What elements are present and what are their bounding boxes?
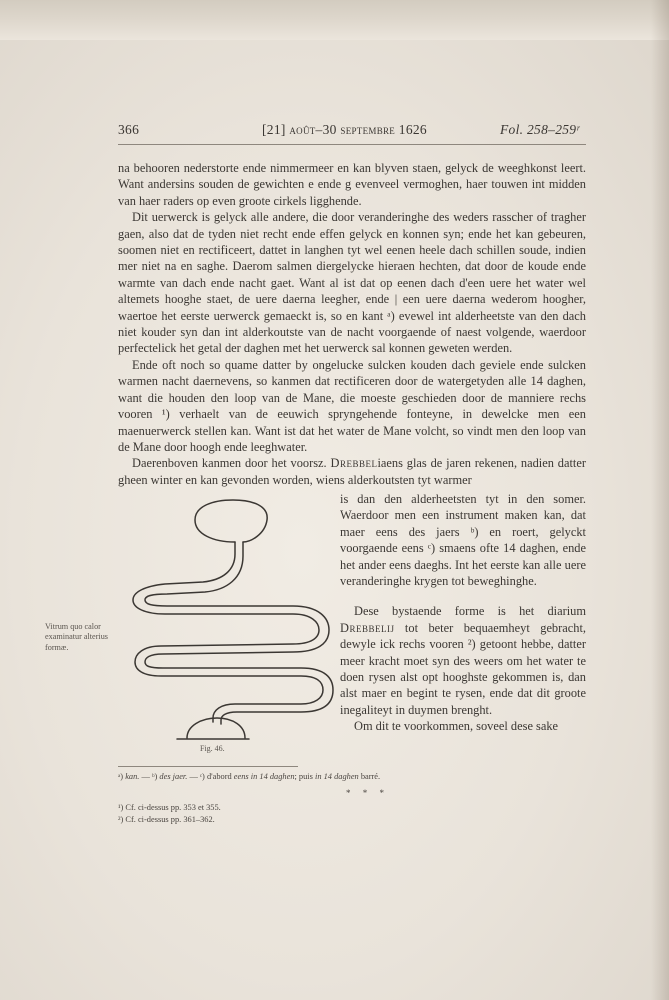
footnote-rule bbox=[118, 766, 298, 767]
paragraph-4 bbox=[118, 455, 586, 488]
paragraph-4-continued: is dan den alderheetsten tyt in den somer. Waerdoor men een instrument maken kan, dat maer eens des jaers ᵇ) en roert, gelyckt voorgaende eens ᶜ) smaens ofte 14 daghen, ende het ander eens daeghs. Int het eerste kan alle uere veranderinghe krygen tot beweghinghe. bbox=[340, 492, 586, 589]
paragraph-4-start: Daerenboven kanmen door het voorsz. bbox=[132, 456, 331, 471]
paragraph-3: Ende oft noch so quame datter by ongelucke sulcken kouden dach geviele ende sulcken warmen nacht daernevens, so kanmen dat rectificeren door de watergetyden alle 14 daghen, want die houden den loop van de Mane, die moeste geschieden door de manniere rechs vooren ¹) verhaelt van de eeuwich spryngehende fonteyne, in dewelcke men een maenuerwerck stellen kan. Want ist dat het water de Mane volcht, so vindt men den loop van de Mane door hoogh ende leeghwater. bbox=[118, 357, 586, 454]
footnote-2: ²) Cf. ci-dessus pp. 361–362. bbox=[118, 815, 215, 824]
paragraph-6: Om dit te voorkommen, soveel dese sake bbox=[354, 719, 559, 734]
apparatus-c-mid: ; puis bbox=[294, 772, 315, 781]
apparatus-a: kan. bbox=[125, 772, 140, 781]
page-number: 366 bbox=[118, 122, 140, 137]
thermometer-bulb bbox=[195, 500, 267, 542]
header-rule bbox=[118, 144, 586, 145]
right-column-block bbox=[340, 491, 586, 735]
margin-note: Vitrum quo calor examinatur alterius formæ. bbox=[45, 622, 108, 652]
apparatus-c-end: barré. bbox=[358, 772, 381, 781]
running-header-date: [21] août–30 septembre 1626 bbox=[262, 122, 427, 137]
apparatus-c-replaced: in 14 daghen bbox=[315, 772, 359, 781]
fig-46-drebbel-thermometer bbox=[125, 498, 340, 744]
apparatus-c-prefix: d'abord bbox=[206, 772, 234, 781]
thermometer-tube-outer bbox=[133, 542, 323, 722]
drebbelij-name: Drebbelij bbox=[340, 620, 395, 635]
apparatus-b: des jaer. bbox=[159, 772, 188, 781]
paragraph-5-rest: tot beter bequaemheyt gebracht, dewyle ick rechs vooren ²) getoont hebbe, datter meer kracht moet syn des weers om het water te doen rysen alst opt hooghste gekommen is, dan alst maer en begint te rysen, ende dat dit groote inegaliteyt in duymen brenght. bbox=[340, 620, 586, 717]
paragraph-5-start: Dese bystaende forme is het diarium bbox=[354, 604, 586, 619]
ornament-dots: * * * bbox=[346, 788, 389, 798]
figure-caption: Fig. 46. bbox=[200, 744, 225, 753]
main-text-block bbox=[118, 160, 586, 488]
folio-reference: Fol. 258–259ʳ bbox=[500, 122, 580, 137]
thermometer-tube-inner bbox=[145, 542, 333, 724]
footnote-1: ¹) Cf. ci-dessus pp. 353 et 355. bbox=[118, 803, 221, 812]
thermometer-base-cup bbox=[187, 718, 245, 738]
paragraph-5 bbox=[340, 603, 586, 718]
paragraph-4-mid: iaens glas de jaren rekenen, nadien datter gheen winter en kan gevonden worden, wiens alderkoutsten tyt warmer bbox=[118, 456, 586, 487]
paragraph-2: Dit uerwerck is gelyck alle andere, die door veranderinghe des weders rasscher of tragher gaen, also dat de tyden niet recht ende effen gelyck en konnen syn; ende het kan gebeuren, soomen niet en rectificeert, dattet in langhen tyt wel eenen heele dach schillen soude, indien mer niet na en saghe. Daerom salmen diergelycke hieraen hechten, dat door de koude ende warmte van dach ende nacht gaet. Want al ist dat op eenen dach d'een uere het water wel altemets hooghe staet, de uere daerna leegher, ende | een uere daerna wederom hoogher, waertoe het eerste uerwerck gemaeckt is, so en kant ᵃ) evewel int alderheetste van den dach niet kouder syn dan int alderkoutste van de nacht voorgaende of naest volgende, waerdoor perfectelick het getal der daghen met het uerwerck sal konnen geweten werden. bbox=[118, 210, 586, 356]
apparatus-c-deleted: eens in 14 daghen bbox=[233, 772, 295, 781]
paragraph-1: na behooren nederstorte ende nimmermeer en kan blyven staen, gelyck de weeghkonst leert. Want andersins souden de gewichten e ende g evenveel vermoghen, haer touwen int midden van haer raders op even groote cirkels ligghende. bbox=[118, 161, 586, 208]
apparatus-note: ᵃ) kan. — ᵇ) des jaer. — ᶜ) d'abord eens in 14 daghen; puis in 14 daghen barré. bbox=[118, 772, 381, 781]
drebbel-name: Drebbel bbox=[330, 456, 378, 471]
